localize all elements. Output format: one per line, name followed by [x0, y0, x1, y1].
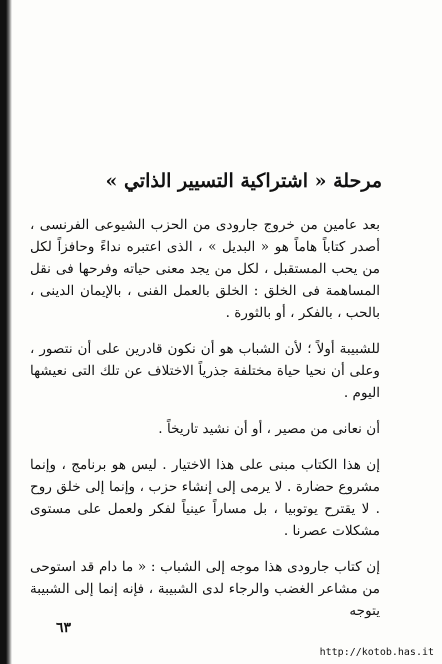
book-spine-shadow [0, 0, 12, 664]
body-text [30, 214, 380, 636]
paragraph-4: إن هذا الكتاب مبنى على هذا الاختيار . ليس هو برنامج ، وإنما مشروع حضارة . لا يرمى إلى إنشاء حزب ، وإنما إلى خلق روح . لا يقترح يوتوبيا ، بل مساراً عينياً لفكر ولعمل على مستوى مشكلات عصرنا . [30, 457, 380, 539]
paragraph-5: إن كتاب جارودى هذا موجه إلى الشباب : « ما دام قد استوحى من مشاعر الغضب والرجاء لدى الشبيبة ، فإنه إنما إلى الشبيبة يتوجه [30, 559, 380, 619]
paragraph-3: أن نعانى من مصير ، أو أن نشيد تاريخاً . [158, 421, 380, 437]
paragraph-2: للشبيبة أولاً ؛ لأن الشباب هو أن نكون قادرين على أن نتصور ، وعلى أن نحيا حياة مختلفة جذرياً الاختلاف عن تلك التى نعيشها اليوم . [30, 341, 380, 401]
page-number: ٦٣ [56, 620, 72, 636]
watermark-url: http://kotob.has.it [319, 647, 434, 658]
chapter-title: مرحلة « اشتراكية التسيير الذاتي » [105, 170, 382, 192]
paragraph-1: بعد عامين من خروج جارودى من الحزب الشيوعى الفرنسى ، أصدر كتاباً هاماً هو « البديل » ، الذى اعتبره نداءً وحافزاً لكل من يحب المستقبل ، لكل من يجد معنى حياته وفرحها فى نقل المساهمة فى الخلق : الخلق بالعمل الفنى ، بالإيمان الدينى ، بالحب ، بالفكر ، أو بالثورة . [30, 217, 380, 321]
